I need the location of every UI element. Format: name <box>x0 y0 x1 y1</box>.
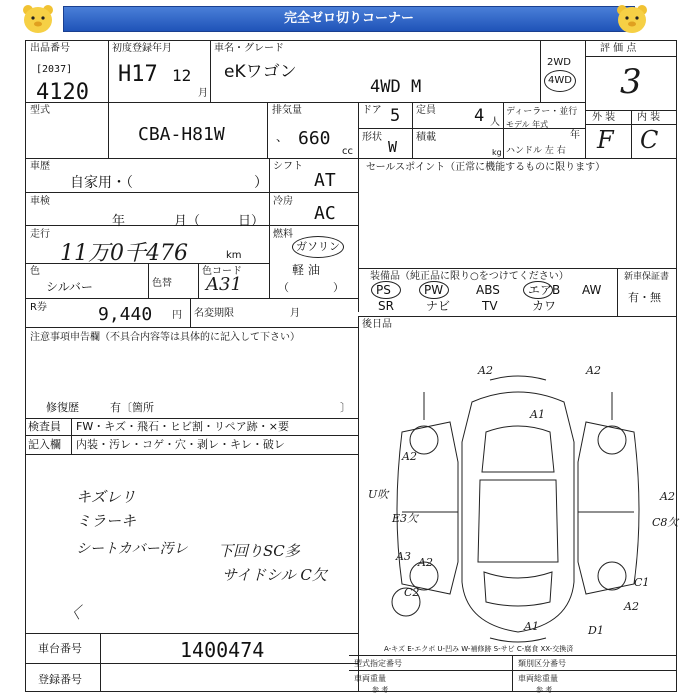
new-warranty-options: 有・無 <box>628 291 661 304</box>
shape-value: W <box>388 138 398 156</box>
later-parts-label: 後日品 <box>362 319 392 330</box>
vehicle-weight-label: 車両重量 <box>354 674 386 683</box>
reference-label: 参 考 <box>372 686 389 694</box>
handwritten-note-3: シートカバー汚レ <box>76 541 188 557</box>
history-value: 自家用・（ <box>70 175 133 191</box>
entry-items: 内装・汚レ・コゲ・穴・剥レ・キレ・破レ <box>76 438 285 451</box>
equipment-item: SR <box>378 299 394 313</box>
mileage-unit: km <box>226 250 242 261</box>
lot-number-label: 出品番号 <box>30 43 70 54</box>
handwritten-note-5: サイドシル C欠 <box>222 566 327 584</box>
equipment-label: 装備品（純正品に限り○をつけてください） <box>370 271 569 282</box>
first-registration-year: H17 <box>118 62 158 87</box>
damage-mark: D1 <box>588 624 604 637</box>
equipment-selected-circle <box>419 281 449 299</box>
new-warranty-label: 新車保証書 <box>624 272 670 282</box>
car-grade-value: 4WD M <box>370 77 422 97</box>
damage-legend: A-キズ E-エクボ U-凹み W-補修跡 S-サビ C-腐食 XX-交換済 <box>384 645 574 653</box>
sales-points-label: セールスポイント（正常に機能するものに限ります） <box>366 162 606 173</box>
displacement-label: 排気量 <box>272 105 302 116</box>
inspection-month: 月（ <box>174 214 201 229</box>
drive-4wd-label: 4WD <box>548 75 572 86</box>
handwritten-mark: 〈 <box>64 603 81 622</box>
chassis-number-value: 1400474 <box>180 638 265 662</box>
shift-label: シフト <box>273 161 303 172</box>
dealer-label: ディーラー・並行 <box>506 107 578 117</box>
entry-label: 記入欄 <box>28 438 61 451</box>
exterior-score-value: F <box>597 126 614 154</box>
equipment-selected-circle <box>371 281 401 299</box>
capacity-unit: 人 <box>490 117 500 128</box>
model-year-unit: 年 <box>570 130 580 141</box>
damage-mark: E3欠 <box>392 512 419 525</box>
equipment-item: AW <box>582 283 602 297</box>
ac-value: AC <box>314 203 336 224</box>
inspector-items: FW・キズ・飛石・ヒビ割・リペア跡・×要 <box>76 420 289 433</box>
notes-label: 注意事項申告欄（不具合内容等は具体的に記入して下さい） <box>30 332 300 343</box>
model-code-value: CBA-H81W <box>138 124 225 145</box>
total-weight-label: 車両総重量 <box>518 674 558 683</box>
registration-number-label: 登録番号 <box>38 673 82 686</box>
exterior-label: 外 装 <box>592 112 616 123</box>
damage-mark: U吹 <box>368 488 389 501</box>
color-change-label: 色替 <box>152 278 172 289</box>
damage-mark: C8欠 <box>652 516 679 529</box>
repair-history-value: 有〔箇所 <box>110 401 154 414</box>
handle-label: ハンドル 左 右 <box>506 146 566 156</box>
color-label: 色 <box>30 266 40 277</box>
score-label: 評 価 点 <box>600 43 637 54</box>
model-year-label: モデル 年式 <box>506 120 549 129</box>
fuel-other-option: （ ） <box>278 281 344 294</box>
doors-label: ドア <box>362 105 382 116</box>
drive-2wd-label: 2WD <box>547 57 571 68</box>
reference-label-2: 参 考 <box>536 686 553 694</box>
chassis-number-label: 車台番号 <box>38 642 82 655</box>
capacity-value: 4 <box>474 106 485 126</box>
load-unit: kg <box>492 148 502 157</box>
repair-close-bracket: 〕 <box>340 401 351 414</box>
color-code-label: 色コード <box>202 266 242 277</box>
damage-mark: A2 <box>402 450 417 463</box>
model-grade-label: 車名・グレード <box>214 43 284 54</box>
ac-label: 冷房 <box>273 196 293 207</box>
equipment-item: TV <box>482 299 498 313</box>
displacement-dash: 、 <box>276 130 289 144</box>
inspection-day: 日） <box>238 214 265 229</box>
shift-value: AT <box>314 170 336 191</box>
name-change-label: 名変期限 <box>194 308 234 319</box>
mascot-bear-icon-right <box>612 2 652 34</box>
first-registration-month: 12 <box>172 66 192 85</box>
fuel-gas-option: ガソリン <box>296 240 340 253</box>
capacity-label: 定員 <box>416 105 436 116</box>
damage-mark: A2 <box>660 490 675 503</box>
car-name-value: eKワゴン <box>224 62 297 82</box>
equipment-item: ABS <box>476 283 500 297</box>
equipment-item: カワ <box>532 299 557 313</box>
equipment-item: エアB <box>528 283 561 297</box>
color-value: シルバー <box>46 280 93 294</box>
damage-mark: A2 <box>478 364 493 377</box>
damage-mark: A2 <box>624 600 639 613</box>
shape-label: 形状 <box>362 132 382 143</box>
displacement-unit: cc <box>342 146 353 157</box>
mileage-label: 走行 <box>30 229 50 240</box>
mascot-bear-icon-left <box>18 2 58 34</box>
damage-mark: A2 <box>418 556 433 569</box>
color-code-value: A31 <box>206 274 242 295</box>
damage-mark: A2 <box>586 364 601 377</box>
damage-mark: A3 <box>396 550 411 563</box>
doc-number-label: 型式指定番号 <box>354 659 402 668</box>
name-change-month: 月 <box>290 308 300 319</box>
damage-mark: A1 <box>524 620 539 633</box>
equipment-item: PW <box>424 283 444 297</box>
recycle-unit: 円 <box>172 310 182 321</box>
handwritten-note-2: ミラーキ <box>76 512 137 530</box>
equipment-selected-circle <box>523 281 553 299</box>
history-label: 車歴 <box>30 161 50 172</box>
class-number-label: 類別区分番号 <box>518 659 566 668</box>
equipment-item: PS <box>376 283 391 297</box>
recycle-value: 9,440 <box>98 304 153 325</box>
section-banner: 完全ゼロ切りコーナー <box>63 6 635 32</box>
score-overall-value: 3 <box>620 62 642 102</box>
doors-value: 5 <box>390 106 401 126</box>
fuel-light-oil-option: 軽 油 <box>292 263 320 277</box>
lot-number-value: 4120 <box>36 80 89 105</box>
damage-mark: C2 <box>404 586 420 599</box>
inspection-year: 年 <box>112 214 126 229</box>
damage-mark: A1 <box>530 408 545 421</box>
first-registration-month-unit: 月 <box>198 88 208 99</box>
model-code-label: 型式 <box>30 105 50 116</box>
lot-number-tag: [2037] <box>36 64 73 75</box>
repair-history-label: 修復歴 <box>46 401 79 414</box>
inspection-label: 車検 <box>30 196 50 207</box>
interior-label: 内 装 <box>637 112 661 123</box>
handwritten-note-4: 下回りSC多 <box>218 542 300 560</box>
load-label: 積載 <box>416 132 436 143</box>
fuel-label: 燃料 <box>273 229 293 240</box>
mileage-value: 11万0千476 <box>60 241 188 266</box>
displacement-value: 660 <box>298 128 331 149</box>
inspector-label: 検査員 <box>28 420 61 433</box>
interior-score-value: C <box>640 126 659 154</box>
damage-mark: C1 <box>634 576 650 589</box>
first-registration-label: 初度登録年月 <box>112 43 172 54</box>
history-close: ） <box>254 175 268 191</box>
recycle-label: R券 <box>30 302 47 313</box>
handwritten-note-1: キズレリ <box>76 488 136 506</box>
equipment-item: ナビ <box>426 299 451 313</box>
